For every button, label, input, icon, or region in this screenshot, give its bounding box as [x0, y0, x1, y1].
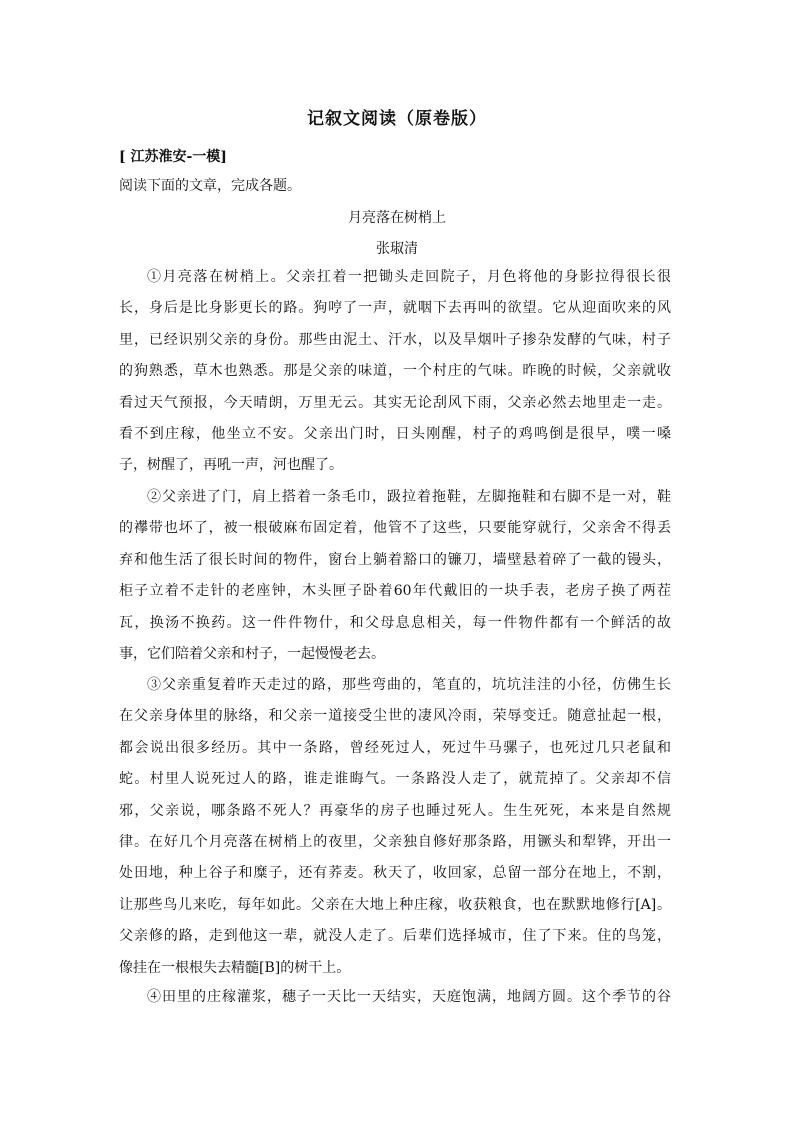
paragraph-line: 蛇。村里人说死过人的路，谁走谁晦气。一条路没人走了，就荒掉了。父亲却不信 [119, 771, 671, 788]
paragraph-line: 事，它们陪着父亲和村子，一起慢慢老去。 [119, 645, 385, 662]
paragraph-line: 弃和他生活了很长时间的物件，窗台上躺着豁口的镰刀，墙壁悬着碎了一截的镘头， [119, 551, 671, 568]
paragraph-line: 长，身后是比身影更长的路。狗哼了一声，就咽下去再叫的欲望。它从迎面吹来的风 [119, 300, 671, 317]
paragraph-line: 像挂在一根根失去精髓[B]的树干上。 [119, 959, 351, 976]
paragraph-line: 的狗熟悉，草木也熟悉。那是父亲的味道，一个村庄的气味。昨晚的时候，父亲就收 [119, 363, 671, 380]
paragraph-3 [119, 670, 671, 984]
paragraph-line: ①月亮落在树梢上。父亲扛着一把锄头走回院子，月色将他的身影拉得很长很 [147, 269, 671, 285]
document-title: 记叙文阅读（原卷版） [307, 109, 487, 129]
paragraph-line: ③父亲重复着昨天走过的路，那些弯曲的，笔直的，坑坑洼洼的小径，仿佛生长 [147, 677, 671, 693]
paragraph-line: 里，已经识别父亲的身份。那些由泥土、汗水，以及旱烟叶子掺杂发酵的气味，村子 [119, 331, 671, 348]
paragraph-line: ②父亲进了门，肩上搭着一条毛巾，趿拉着拖鞋，左脚拖鞋和右脚不是一对，鞋 [147, 489, 671, 505]
paragraph-line: 看不到庄稼，他坐立不安。父亲出门时，日头刚醒，村子的鸡鸣倒是很早，噗一嗓 [119, 425, 671, 442]
paragraph-line: 子，树醒了，再吼一声，河也醒了。 [119, 457, 343, 474]
paragraph-line: ④田里的庄稼灌浆，穗子一天比一天结实，天庭饱满，地阔方圆。这个季节的谷 [147, 989, 671, 1005]
paragraph-line: 柜子立着不走针的老座钟，木头匣子卧着60年代戴旧的一块手表，老房子换了两茬 [119, 583, 671, 600]
story-title: 月亮落在树梢上 [348, 210, 446, 226]
paragraph-line: 都会说出很多经历。其中一条路，曾经死过人，死过牛马骡子，也死过几只老鼠和 [119, 739, 671, 756]
paragraph-line: 的襻带也坏了，被一根破麻布固定着，他管不了这些，只要能穿就行，父亲舍不得丢 [119, 520, 671, 537]
paragraph-line: 让那些鸟儿来吃，每年如此。父亲在大地上种庄稼，收获粮食，也在默默地修行[A]。 [119, 896, 671, 913]
paragraph-line: 律。在好几个月亮落在树梢上的夜里，父亲独自修好那条路，用镢头和犁铧，开出一 [119, 833, 671, 850]
paragraph-line: 处田地，种上谷子和糜子，还有荞麦。秋天了，收回家，总留一部分在地上，不割， [119, 865, 671, 882]
instruction-text: 阅读下面的文章，完成各题。 [119, 178, 301, 194]
paragraph-2 [119, 482, 671, 670]
paragraph-line: 邪，父亲说，哪条路不死人？再豪华的房子也睡过死人。生生死死，本来是自然规 [119, 802, 671, 819]
paragraph-line: 父亲修的路，走到他这一辈，就没人走了。后辈们选择城市，住了下来。住的鸟笼， [119, 928, 671, 945]
story-author: 张琡清 [376, 241, 418, 257]
paragraph-line: 瓦，换汤不换药。这一件件物什，和父母息息相关，每一件物件都有一个鲜活的故 [119, 614, 671, 631]
paragraph-line: 在父亲身体里的脉络，和父亲一道接受尘世的凄风冷雨，荣辱变迁。随意扯起一根， [119, 708, 671, 725]
paragraph-line: 看过天气预报，今天晴朗，万里无云。其实无论刮风下雨，父亲必然去地里走一走。 [119, 394, 671, 411]
paragraph-1 [119, 262, 671, 482]
paragraph-4 [119, 982, 671, 1013]
exam-source-label: [ 江苏淮安-一模] [119, 149, 227, 165]
